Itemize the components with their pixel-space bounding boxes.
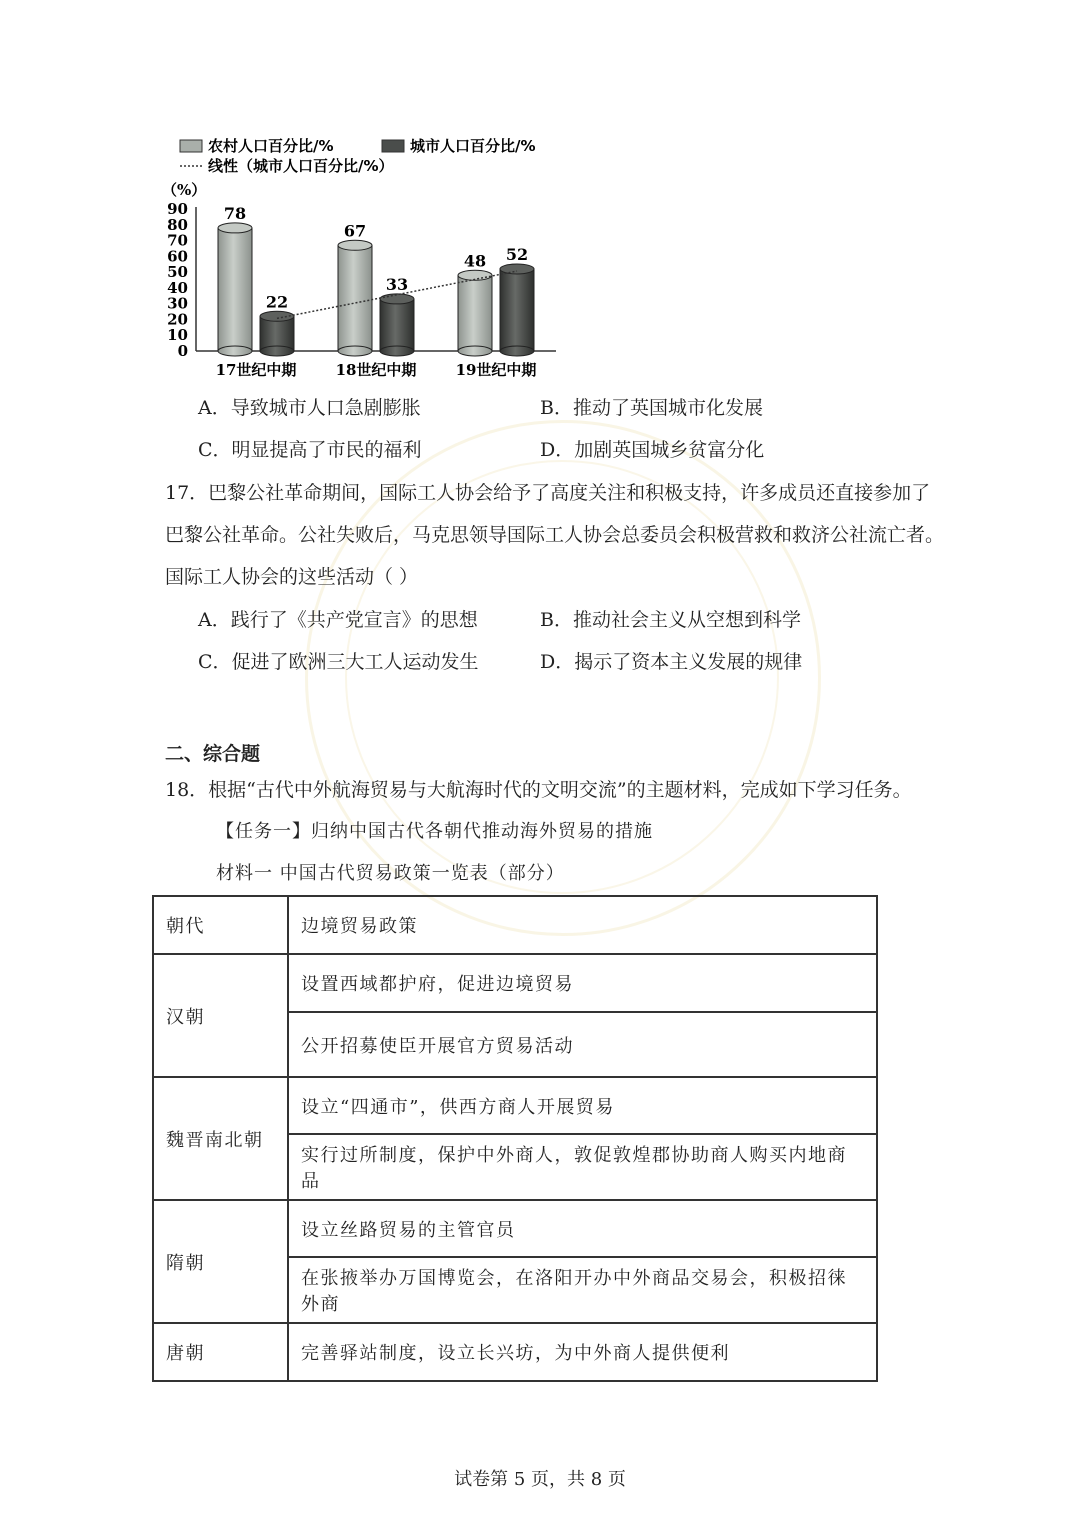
q18-stem: 18．根据“古代中外航海贸易与大航海时代的文明交流”的主题材料，完成如下学习任务。	[165, 779, 912, 801]
y-unit-label: （%）	[162, 181, 207, 199]
dynasty-cell: 汉朝	[153, 954, 288, 1077]
q17-option-c[interactable]: C．促进了欧洲三大工人运动发生	[198, 651, 479, 673]
y-tick-label: 70	[167, 231, 188, 250]
q17-stem-line1: 17．巴黎公社革命期间，国际工人协会给予了高度关注和积极支持，许多成员还直接参加了	[165, 482, 931, 504]
q16-option-d[interactable]: D．加剧英国城乡贫富分化	[540, 439, 765, 461]
y-tick-label: 0	[177, 342, 188, 360]
table-row	[153, 954, 877, 1012]
bar-urban	[380, 299, 414, 351]
q17-option-a[interactable]: A．践行了《共产党宣言》的思想	[198, 609, 478, 631]
bar-urban-base	[380, 346, 414, 356]
policy-cell: 公开招募使臣开展官方贸易活动	[288, 1012, 877, 1077]
section-title: 二、综合题	[165, 743, 261, 765]
legend-urban-label: 城市人口百分比/%	[410, 137, 536, 155]
policy-cell: 设立丝路贸易的主管官员	[288, 1200, 877, 1257]
table-row	[153, 1200, 877, 1257]
y-tick-label: 10	[167, 326, 188, 345]
bar-rural-top	[218, 223, 252, 233]
data-label: 33	[385, 274, 409, 294]
bar-rural	[218, 228, 252, 351]
bar-rural	[338, 245, 372, 351]
legend-urban-swatch	[382, 140, 404, 152]
policy-cell: 完善驿站制度，设立长兴坊，为中外商人提供便利	[288, 1323, 877, 1381]
header-dynasty: 朝代	[153, 896, 288, 954]
legend-trend-label: 线性（城市人口百分比/%）	[208, 157, 394, 175]
data-label: 22	[265, 292, 289, 312]
q17-option-d[interactable]: D．揭示了资本主义发展的规律	[540, 651, 803, 673]
bar-urban-base	[500, 346, 534, 356]
header-policy: 边境贸易政策	[288, 896, 877, 954]
q17-stem-line3: 国际工人协会的这些活动（ ）	[165, 566, 419, 588]
bar-urban-top	[500, 264, 534, 274]
legend-rural-swatch	[180, 140, 202, 152]
data-label: 78	[223, 203, 247, 223]
y-tick-label: 40	[167, 278, 188, 297]
dynasty-cell: 隋朝	[153, 1200, 288, 1323]
policy-cell: 设置西域都护府，促进边境贸易	[288, 954, 877, 1012]
legend-rural-label: 农村人口百分比/%	[208, 137, 334, 155]
material1-caption: 材料一 中国古代贸易政策一览表（部分）	[216, 863, 565, 884]
q16-option-b[interactable]: B．推动了英国城市化发展	[540, 397, 763, 419]
y-tick-label: 20	[167, 310, 188, 329]
trade-policy-table	[152, 895, 878, 1382]
table-header-row	[153, 896, 877, 954]
bar-rural-base	[338, 346, 372, 356]
bar-urban-base	[260, 346, 294, 356]
y-tick-label: 90	[167, 200, 188, 218]
policy-cell: 设立“四通市”，供西方商人开展贸易	[288, 1077, 877, 1134]
table-row	[153, 1077, 877, 1134]
page-footer: 试卷第 5 页，共 8 页	[454, 1469, 626, 1490]
bar-rural	[458, 275, 492, 351]
population-chart	[160, 128, 580, 388]
bar-rural-base	[218, 346, 252, 356]
data-label: 48	[463, 251, 487, 271]
chart-legend	[180, 137, 536, 175]
data-label: 67	[343, 221, 367, 241]
bar-rural-top	[338, 240, 372, 250]
q16-option-c[interactable]: C．明显提高了市民的福利	[198, 439, 422, 461]
dynasty-cell: 魏晋南北朝	[153, 1077, 288, 1200]
x-axis-labels	[216, 361, 537, 379]
x-tick-label: 17世纪中期	[215, 361, 297, 379]
table-row	[153, 1323, 877, 1381]
y-tick-label: 50	[167, 263, 188, 282]
bar-rural-base	[458, 346, 492, 356]
task1-heading: 【任务一】归纳中国古代各朝代推动海外贸易的措施	[216, 821, 653, 842]
bar-urban	[500, 269, 534, 351]
q17-option-b[interactable]: B．推动社会主义从空想到科学	[540, 609, 801, 631]
policy-cell: 在张掖举办万国博览会，在洛阳开办中外商品交易会，积极招徕外商	[288, 1257, 877, 1323]
dynasty-cell: 唐朝	[153, 1323, 288, 1381]
y-tick-label: 80	[167, 215, 188, 234]
q17-stem-line2: 巴黎公社革命。公社失败后，马克思领导国际工人协会总委员会积极营救和救济公社流亡者。	[165, 524, 945, 546]
y-tick-label: 60	[167, 247, 188, 266]
bar-urban-top	[380, 294, 414, 304]
policy-cell: 实行过所制度，保护中外商人，敦促敦煌郡协助商人购买内地商品	[288, 1134, 877, 1200]
chart-bars	[218, 204, 534, 356]
x-tick-label: 19世纪中期	[455, 361, 537, 379]
y-tick-label: 30	[167, 294, 188, 313]
x-tick-label: 18世纪中期	[335, 361, 417, 379]
data-label: 52	[505, 244, 529, 264]
q16-option-a[interactable]: A．导致城市人口急剧膨胀	[198, 397, 421, 419]
